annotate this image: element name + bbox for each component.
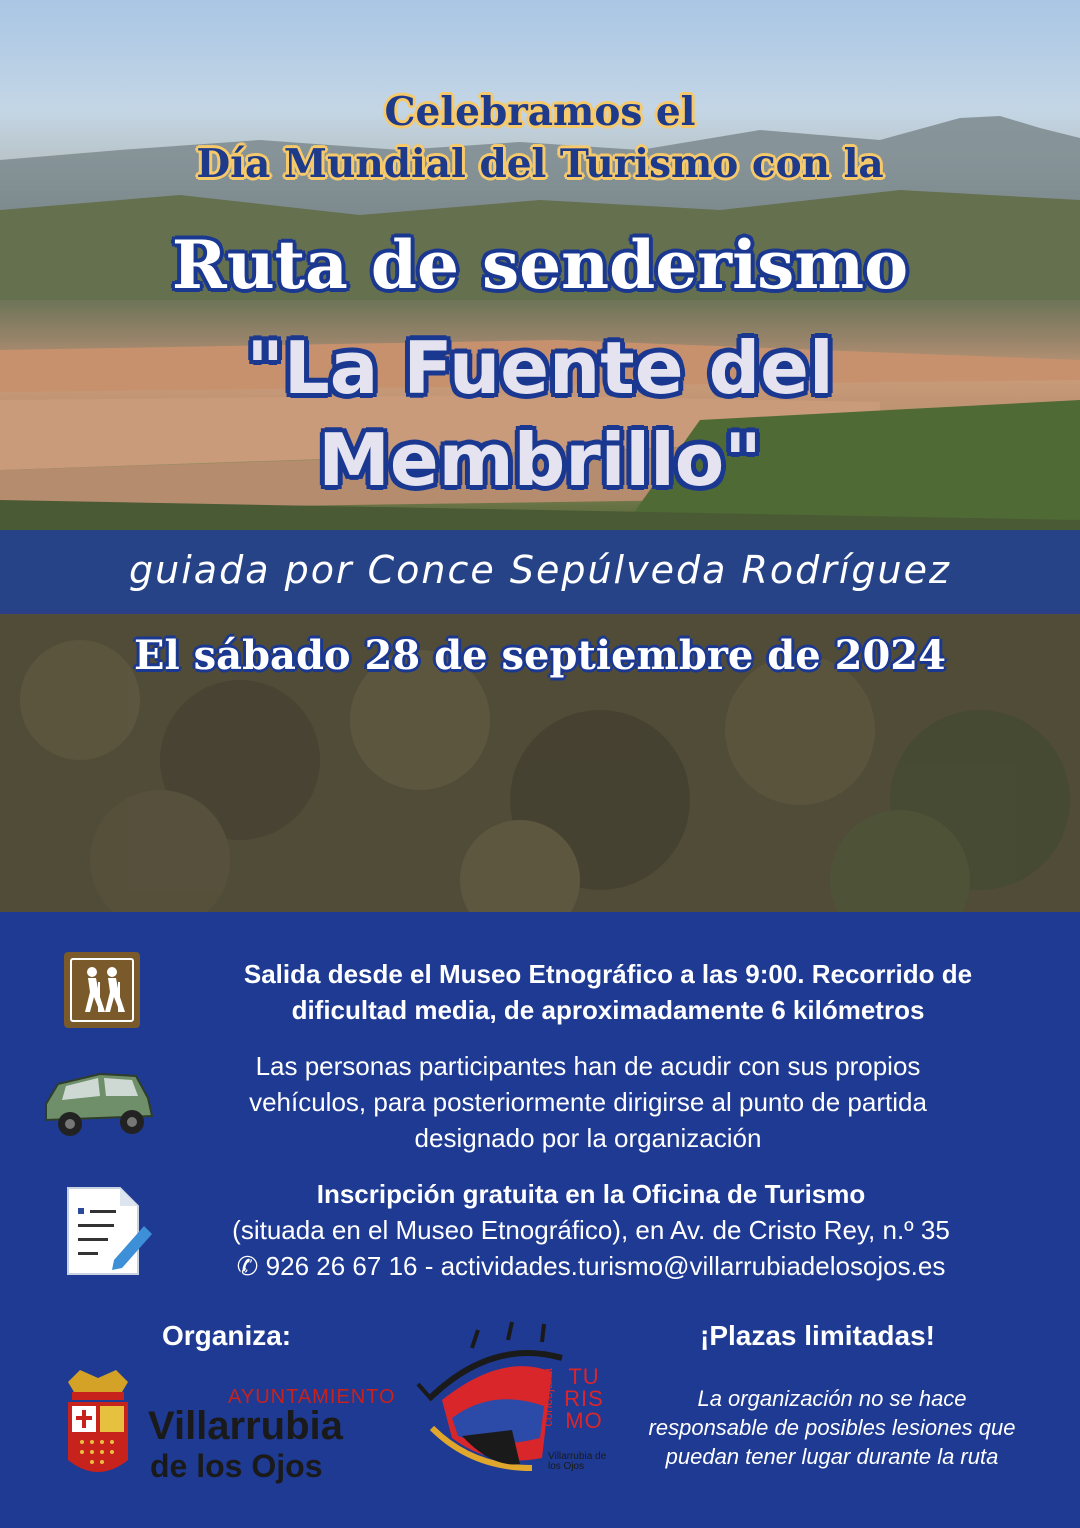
vehicles-info	[168, 1048, 1008, 1156]
vehicles-line-1: Las personas participantes han de acudir con sus propios	[255, 1051, 921, 1081]
organiza-label: Organiza:	[162, 1320, 292, 1351]
celebration-line-2: Día Mundial del Turismo con la	[196, 141, 884, 187]
departure-line-2: dificultad media, de aproximadamente 6 kilómetros	[291, 995, 925, 1025]
registration-contact[interactable]: ✆ 926 26 67 16 - actividades.turismo@villarrubiadelosojos.es	[236, 1251, 946, 1281]
vehicles-line-2: vehículos, para posteriormente dirigirse al punto de partida	[249, 1087, 927, 1117]
disclaimer-line-1: La organización no se hace	[697, 1386, 967, 1411]
disclaimer-line-2: responsable de posibles lesiones que	[648, 1415, 1016, 1440]
registration-info	[158, 1176, 1024, 1284]
departure-line-1: Salida desde el Museo Etnográfico a las 9:00. Recorrido de	[243, 959, 973, 989]
jeep-icon	[40, 1064, 158, 1142]
celebration-line-1: Celebramos el	[384, 89, 696, 135]
disclaimer	[622, 1384, 1042, 1471]
coat-of-arms-icon	[60, 1368, 136, 1484]
route-name-line-1: "La Fuente del	[246, 326, 834, 410]
hikers-icon	[64, 952, 140, 1028]
disclaimer-line-3: puedan tener lugar durante la ruta	[665, 1444, 999, 1469]
departure-info	[158, 956, 1058, 1028]
celebration-heading	[0, 86, 1080, 190]
limited-places-label: ¡Plazas limitadas!	[700, 1320, 935, 1351]
turismo-wordmark: TU RIS MO	[564, 1364, 604, 1433]
guide-text: guiada por Conce Sepúlveda Rodríguez	[129, 548, 951, 592]
event-date: El sábado 28 de septiembre de 2024	[134, 632, 946, 679]
registration-address: (situada en el Museo Etnográfico), en Av. de Cristo Rey, n.º 35	[232, 1215, 950, 1245]
turismo-town: Villarrubia de los Ojos	[548, 1451, 607, 1472]
town-name-suffix: de los Ojos	[150, 1448, 323, 1484]
registration-heading: Inscripción gratuita en la Oficina de Turismo	[316, 1179, 866, 1209]
event-title: Ruta de senderismo	[171, 226, 909, 304]
ayuntamiento-label: AYUNTAMIENTO	[228, 1386, 396, 1408]
route-name	[0, 322, 1080, 506]
turismo-concejalia: concejalía	[540, 1368, 555, 1427]
vehicles-line-3: designado por la organización	[414, 1123, 762, 1153]
form-icon	[64, 1186, 156, 1278]
town-name: Villarrubia	[148, 1404, 343, 1448]
route-name-line-2: Membrillo"	[318, 418, 762, 502]
